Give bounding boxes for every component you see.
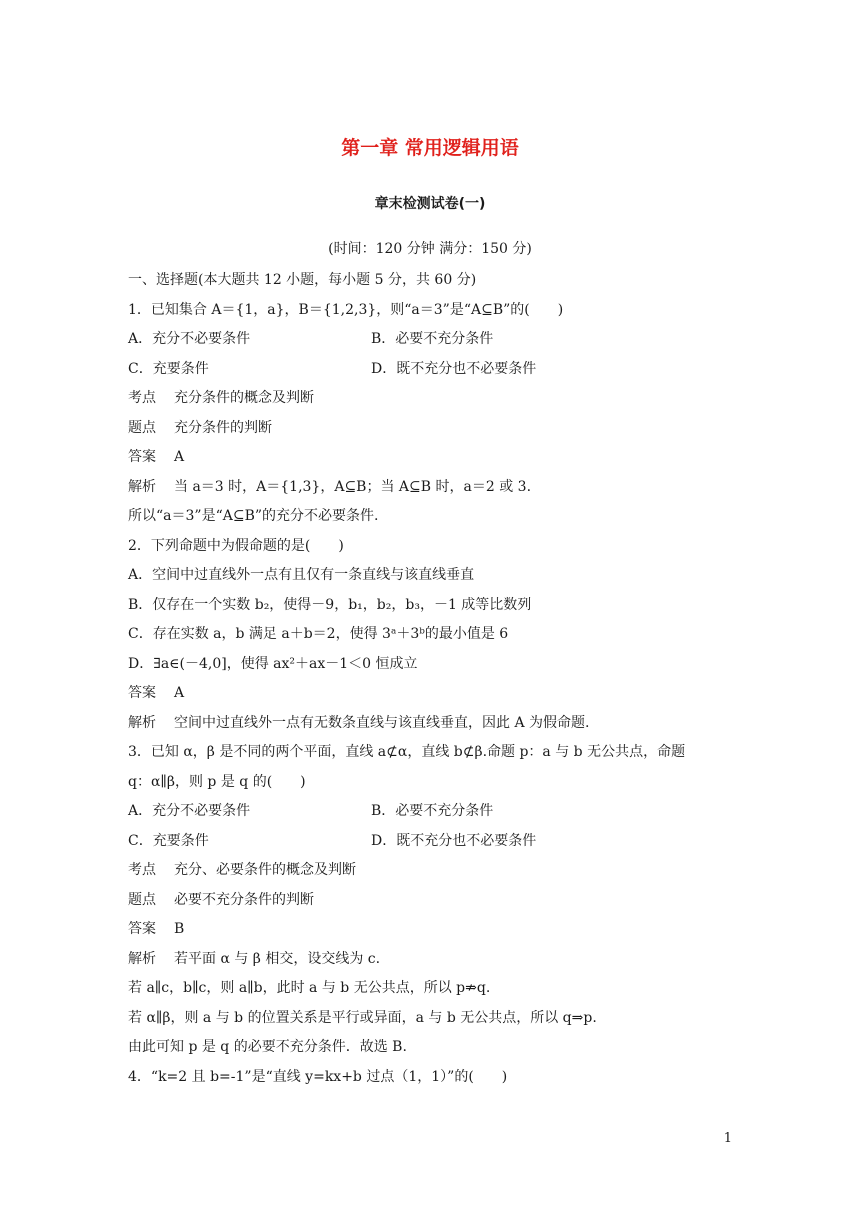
analysis-label: 解析 — [128, 714, 156, 731]
answer-label: 答案 — [128, 449, 156, 465]
kaodian-label: 考点 — [128, 862, 156, 878]
page-number: 1 — [723, 1131, 732, 1146]
option-c: C．存在实数 a，b 满足 a＋b＝2，使得 3ᵃ＋3ᵇ的最小值是 6 — [128, 626, 509, 642]
exam-content — [128, 266, 748, 1092]
option-b: B．必要不充分条件 — [371, 331, 494, 347]
question-3-answer — [128, 915, 748, 945]
tidian-text: 必要不充分条件的判断 — [174, 891, 314, 908]
question-3-options-cd — [128, 827, 748, 857]
chapter-title: 第一章 常用逻辑用语 — [341, 137, 519, 159]
option-d: D．既不充分也不必要条件 — [371, 360, 537, 377]
question-3-stem: 3．已知 α，β 是不同的两个平面，直线 a⊄α，直线 b⊄β.命题 p：a 与 b 无公共点，命题 — [128, 744, 686, 760]
tidian-label: 题点 — [128, 891, 156, 908]
kaodian-text: 充分、必要条件的概念及判断 — [174, 862, 356, 878]
question-3-tidian — [128, 886, 748, 916]
option-a: A．空间中过直线外一点有且仅有一条直线与该直线垂直 — [128, 567, 475, 583]
option-d: D．既不充分也不必要条件 — [371, 832, 537, 849]
question-2-stem: 2．下列命题中为假命题的是( ) — [128, 537, 344, 554]
answer-value: A — [174, 685, 185, 701]
option-a: A．充分不必要条件 — [128, 331, 251, 347]
question-3-analysis-cont-2: 若 α∥β，则 a 与 b 的位置关系是平行或异面，a 与 b 无公共点，所以 q⇒p. — [128, 1009, 597, 1026]
kaodian-label: 考点 — [128, 390, 156, 406]
answer-value: A — [174, 449, 185, 465]
question-3-stem-cont: q：α∥β，则 p 是 q 的( ) — [128, 773, 306, 790]
question-2-answer — [128, 679, 748, 709]
option-d: D．∃a∈(－4,0]，使得 ax²＋ax－1＜0 恒成立 — [128, 655, 418, 672]
question-3-analysis — [128, 945, 748, 975]
question-1-kaodian — [128, 384, 748, 414]
analysis-text: 当 a＝3 时，A＝{1,3}，A⊆B；当 A⊆B 时，a＝2 或 3. — [174, 478, 532, 495]
question-1-tidian — [128, 414, 748, 444]
question-1-analysis — [128, 473, 748, 503]
answer-label: 答案 — [128, 921, 156, 937]
answer-label: 答案 — [128, 685, 156, 701]
section-title: 一、选择题(本大题共 12 小题，每小题 5 分，共 60 分) — [128, 272, 477, 288]
option-c: C．充要条件 — [128, 360, 209, 377]
question-3-analysis-cont-1: 若 a∥c，b∥c，则 a∥b，此时 a 与 b 无公共点，所以 p⇏q. — [128, 980, 491, 996]
option-b: B．仅存在一个实数 b₂，使得－9，b₁，b₂，b₃，－1 成等比数列 — [128, 596, 532, 613]
question-3-options-ab — [128, 797, 748, 827]
question-2-analysis — [128, 709, 748, 739]
question-1-answer — [128, 443, 748, 473]
question-4-stem: 4．“k=2 且 b=-1”是“直线 y=kx+b 过点（1，1）”的( ) — [128, 1068, 508, 1085]
kaodian-text: 充分条件的概念及判断 — [174, 390, 314, 406]
time-info: (时间：120 分钟 满分：150 分) — [328, 241, 532, 257]
option-c: C．充要条件 — [128, 832, 209, 849]
option-b: B．必要不充分条件 — [371, 803, 494, 819]
analysis-label: 解析 — [128, 478, 156, 495]
question-1-stem: 1．已知集合 A＝{1，a}，B＝{1,2,3}，则“a＝3”是“A⊆B”的( ) — [128, 301, 564, 318]
tidian-text: 充分条件的判断 — [174, 419, 272, 436]
analysis-text: 空间中过直线外一点有无数条直线与该直线垂直，因此 A 为假命题. — [174, 714, 590, 731]
question-1-options-cd — [128, 355, 748, 385]
question-1-analysis-cont: 所以“a＝3”是“A⊆B”的充分不必要条件. — [128, 508, 379, 524]
question-1-options-ab — [128, 325, 748, 355]
question-3-kaodian — [128, 856, 748, 886]
option-a: A．充分不必要条件 — [128, 803, 251, 819]
exam-title: 章末检测试卷(一) — [374, 196, 486, 212]
analysis-label: 解析 — [128, 950, 156, 967]
question-3-analysis-cont-3: 由此可知 p 是 q 的必要不充分条件．故选 B. — [128, 1039, 407, 1055]
tidian-label: 题点 — [128, 419, 156, 436]
analysis-text: 若平面 α 与 β 相交，设交线为 c. — [174, 950, 381, 967]
answer-value: B — [174, 921, 185, 937]
